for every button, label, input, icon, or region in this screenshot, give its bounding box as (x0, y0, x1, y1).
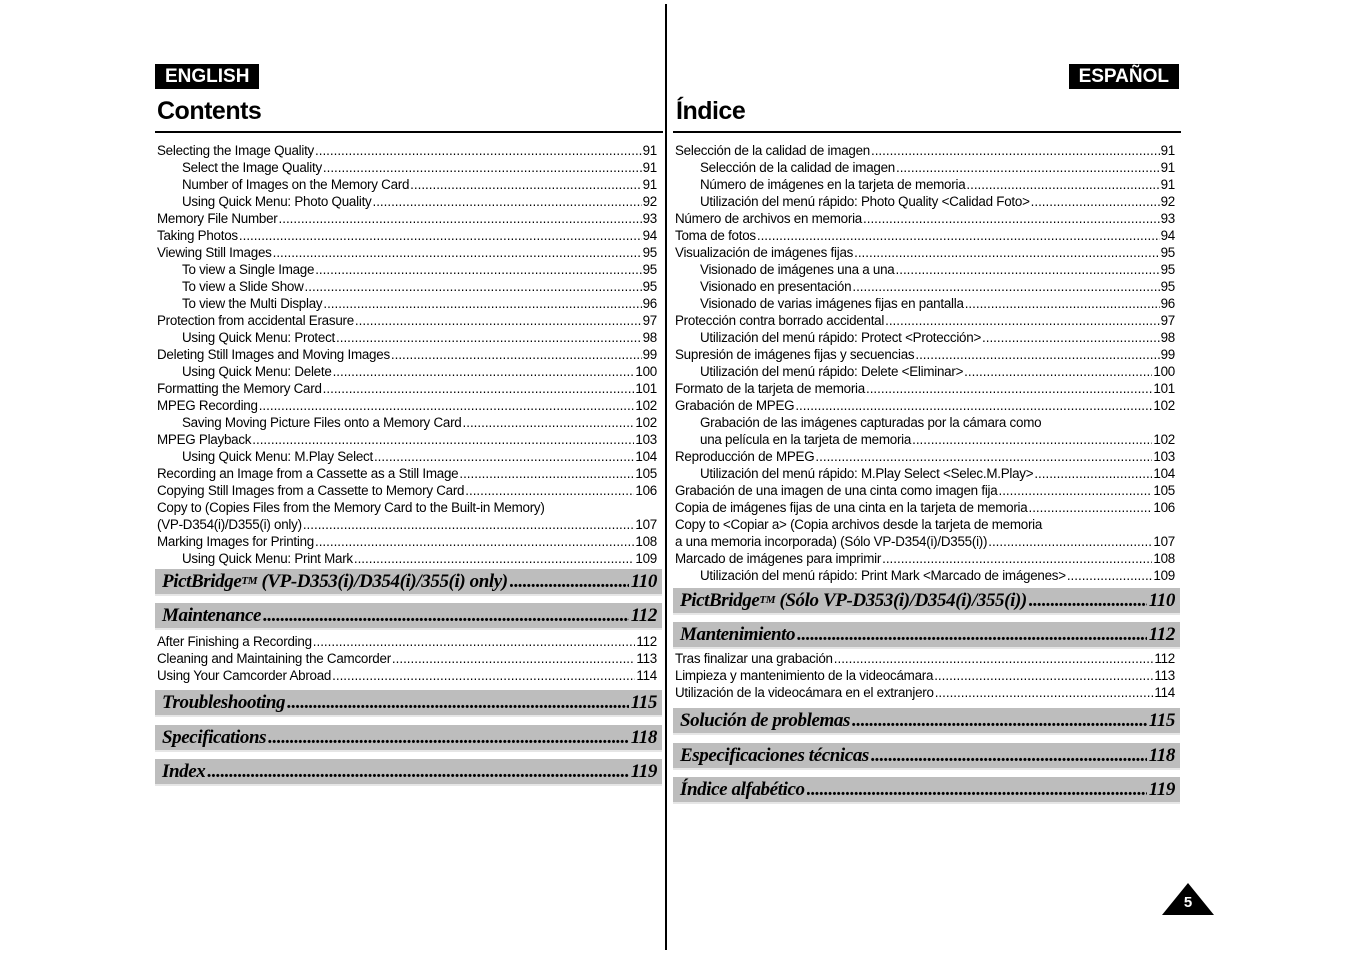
toc-entry-page: 100 (1153, 364, 1175, 379)
dot-leader (279, 210, 642, 227)
dot-leader (313, 633, 636, 650)
toc-entry-page: 112 (636, 634, 657, 649)
toc-entry-title: Copy to (Copies Files from the Memory Card to the Built-in Memory) (157, 500, 545, 515)
toc-entry[interactable] (675, 227, 1175, 244)
toc-entry[interactable] (157, 346, 657, 363)
toc-entry-page: 95 (642, 262, 657, 277)
dot-leader (807, 779, 1147, 801)
toc-entry[interactable] (675, 363, 1175, 380)
toc-entry-page: 97 (642, 313, 657, 328)
toc-entry-page: 103 (635, 432, 657, 447)
toc-entry-page: 102 (635, 398, 657, 413)
toc-entry-page: 91 (642, 143, 657, 158)
toc-entry[interactable] (675, 142, 1175, 159)
toc-entry-title: Grabación de una imagen de una cinta como imagen fija (675, 483, 998, 498)
toc-entry[interactable] (675, 550, 1175, 567)
toc-entry-page: 95 (642, 245, 657, 260)
toc-entry-title: Selección de la calidad de imagen (675, 143, 870, 158)
toc-entry[interactable] (157, 312, 657, 329)
toc-entry-page: 114 (636, 668, 657, 683)
toc-entry-page: 105 (635, 466, 657, 481)
toc-list-main (675, 142, 1175, 584)
dot-leader (871, 745, 1147, 767)
dot-leader (815, 448, 1152, 465)
section-title: Índice alfabético (680, 778, 805, 800)
toc-entry-page: 95 (1160, 245, 1175, 260)
toc-entry-title: Selecting the Image Quality (157, 143, 315, 158)
toc-entry-page: 99 (642, 347, 657, 362)
section-title: Especificaciones técnicas (680, 744, 869, 766)
toc-entry[interactable] (157, 465, 657, 482)
toc-entry-title: Saving Moving Picture Files onto a Memory Card (182, 415, 462, 430)
toc-entry-page: 114 (1154, 685, 1175, 700)
language-badge-spanish: ESPAÑOL (1069, 64, 1179, 89)
toc-entry-page: 91 (642, 177, 657, 192)
toc-entry-title: Grabación de las imágenes capturadas por la cámara como (700, 415, 1042, 430)
toc-entry-page: 101 (635, 381, 657, 396)
toc-entry-title: (VP-D354(i)/D355(i) only) (157, 517, 302, 532)
toc-entry[interactable] (157, 193, 657, 210)
toc-entry-title: Grabación de MPEG (675, 398, 795, 413)
toc-entry-title: Using Quick Menu: Protect (182, 330, 336, 345)
toc-entry[interactable] (675, 482, 1175, 499)
section-page: 115 (630, 691, 657, 713)
toc-entry-page: 93 (642, 211, 657, 226)
toc-entry[interactable] (157, 227, 657, 244)
dot-leader (315, 142, 642, 159)
toc-entry[interactable] (675, 533, 1175, 550)
toc-entry-title: Number of Images on the Memory Card (182, 177, 410, 192)
toc-entry[interactable] (675, 499, 1175, 516)
toc-entry[interactable] (675, 244, 1175, 261)
toc-entry-title: Protection from accidental Erasure (157, 313, 354, 328)
dot-leader (863, 210, 1160, 227)
dot-leader (998, 482, 1152, 499)
toc-entry-page: 97 (1160, 313, 1175, 328)
toc-entry-title: Supresión de imágenes fijas y secuencias (675, 347, 915, 362)
toc-entry[interactable] (675, 312, 1175, 329)
page-title-contents: Contents (157, 97, 262, 125)
toc-entry-title: Limpieza y mantenimiento de la videocámara (675, 668, 934, 683)
dot-leader (323, 159, 642, 176)
toc-entry[interactable] (675, 295, 1175, 312)
section-troubleshooting[interactable] (673, 708, 1180, 735)
dot-leader (1031, 193, 1160, 210)
dot-leader (259, 397, 635, 414)
dot-leader (354, 550, 635, 567)
section-title: Troubleshooting (162, 691, 286, 713)
toc-entry-page: 99 (1160, 347, 1175, 362)
toc-entry[interactable] (157, 295, 657, 312)
toc-entry-page: 102 (1153, 432, 1175, 447)
toc-entry[interactable] (675, 431, 1175, 448)
dot-leader (333, 363, 635, 380)
toc-entry-title: Visualización de imágenes fijas (675, 245, 854, 260)
dot-leader (410, 176, 641, 193)
toc-entry-page: 94 (1160, 228, 1175, 243)
toc-entry-title: Visionado de imágenes una a una (700, 262, 895, 277)
dot-leader (207, 761, 628, 783)
section-troubleshooting[interactable] (155, 690, 662, 717)
dot-leader (966, 176, 1159, 193)
toc-entry-title: Número de archivos en memoria (675, 211, 862, 226)
toc-entry-title: Tras finalizar una grabación (675, 651, 833, 666)
toc-entry-title: Utilización de la videocámara en el extranjero (675, 685, 934, 700)
toc-entry-title: Visionado de varias imágenes fijas en pantalla (700, 296, 964, 311)
toc-entry-title: To view a Single Image (182, 262, 315, 277)
toc-entry-page: 91 (1160, 143, 1175, 158)
dot-leader (463, 414, 635, 431)
toc-entry-page: 96 (642, 296, 657, 311)
dot-leader (392, 650, 635, 667)
toc-entry-title: MPEG Recording (157, 398, 258, 413)
toc-entry[interactable] (675, 465, 1175, 482)
toc-entry-page: 104 (635, 449, 657, 464)
dot-leader (323, 295, 641, 312)
dot-leader (934, 667, 1153, 684)
toc-entry-title: Utilización del menú rápido: Protect <Protección> (700, 330, 982, 345)
dot-leader (915, 346, 1159, 363)
toc-entry-page: 96 (1160, 296, 1175, 311)
toc-entry[interactable] (157, 431, 657, 448)
toc-entry-title: Utilización del menú rápido: M.Play Select <Selec.M.Play> (700, 466, 1034, 481)
toc-entry-page: 107 (635, 517, 657, 532)
section-title: Maintenance (162, 604, 262, 626)
column-divider (665, 4, 667, 950)
toc-entry[interactable] (675, 684, 1175, 701)
dot-leader (1067, 567, 1153, 584)
toc-entry-title: Using Quick Menu: Print Mark (182, 551, 353, 566)
dot-leader (866, 380, 1152, 397)
toc-entry-title: Deleting Still Images and Moving Images (157, 347, 390, 362)
toc-entry-title: Selección de la calidad de imagen (700, 160, 895, 175)
dot-leader (305, 278, 642, 295)
dot-leader (896, 159, 1160, 176)
dot-leader (882, 550, 1152, 567)
toc-entry-title: Copy to <Copiar a> (Copia archivos desde la tarjeta de memoria (675, 517, 1043, 532)
toc-entry-title: Toma de fotos (675, 228, 756, 243)
section-specifications[interactable] (673, 743, 1180, 770)
toc-entry-page: 108 (1153, 551, 1175, 566)
dot-leader (988, 533, 1152, 550)
toc-entry-page: 113 (1154, 668, 1175, 683)
toc-entry[interactable] (157, 482, 657, 499)
dot-leader (896, 261, 1160, 278)
page-title-indice: Índice (676, 97, 746, 125)
toc-entry-page: 103 (1153, 449, 1175, 464)
toc-entry[interactable] (157, 176, 657, 193)
toc-entry-page: 112 (1154, 651, 1175, 666)
toc-entry-title: Recording an Image from a Cassette as a Still Image (157, 466, 459, 481)
dot-leader (852, 710, 1147, 732)
toc-entry-page: 92 (642, 194, 657, 209)
toc-list-main (157, 142, 657, 567)
dot-leader (982, 329, 1160, 346)
toc-entry[interactable] (675, 380, 1175, 397)
toc-entry-page: 98 (1160, 330, 1175, 345)
toc-entry[interactable] (157, 633, 657, 650)
section-page: 110 (630, 570, 657, 592)
title-rule (673, 131, 1181, 133)
dot-leader (1029, 590, 1147, 612)
toc-entry-title: After Finishing a Recording (157, 634, 312, 649)
dot-leader (465, 482, 634, 499)
toc-entry[interactable] (157, 499, 657, 516)
toc-entry-page: 98 (642, 330, 657, 345)
section-page: 119 (1148, 778, 1175, 800)
toc-entry[interactable] (675, 448, 1175, 465)
dot-leader (252, 431, 634, 448)
toc-entry-page: 91 (1160, 160, 1175, 175)
toc-entry-title: Reproducción de MPEG (675, 449, 815, 464)
toc-entry-title: Using Quick Menu: M.Play Select (182, 449, 373, 464)
toc-entry[interactable] (157, 380, 657, 397)
toc-entry[interactable] (157, 397, 657, 414)
toc-entry[interactable] (157, 244, 657, 261)
toc-entry[interactable] (157, 550, 657, 567)
section-title: Mantenimiento (680, 623, 796, 645)
toc-entry[interactable] (675, 176, 1175, 193)
toc-entry[interactable] (675, 159, 1175, 176)
toc-entry-page: 101 (1153, 381, 1175, 396)
section-specifications[interactable] (155, 725, 662, 752)
section-page: 115 (1148, 709, 1175, 731)
toc-entry-page: 113 (636, 651, 657, 666)
dot-leader (852, 278, 1159, 295)
dot-leader (912, 431, 1152, 448)
toc-entry[interactable] (675, 329, 1175, 346)
toc-entry-page: 109 (635, 551, 657, 566)
toc-entry[interactable] (675, 278, 1175, 295)
section-index[interactable] (155, 759, 662, 786)
title-rule (155, 131, 663, 133)
section-pictbridge[interactable] (155, 569, 662, 596)
dot-leader (268, 727, 629, 749)
section-page: 110 (1148, 589, 1175, 611)
toc-entry[interactable] (157, 448, 657, 465)
toc-entry[interactable] (675, 261, 1175, 278)
toc-entry[interactable] (157, 278, 657, 295)
toc-list-maintenance (157, 633, 657, 684)
section-title: Index (162, 760, 206, 782)
toc-entry-page: 94 (642, 228, 657, 243)
toc-list-maintenance (675, 650, 1175, 701)
toc-entry-page: 92 (1160, 194, 1175, 209)
toc-entry[interactable] (157, 159, 657, 176)
toc-entry-title: MPEG Playback (157, 432, 252, 447)
section-pictbridge[interactable] (673, 588, 1180, 615)
dot-leader (315, 261, 641, 278)
toc-entry-page: 107 (1153, 534, 1175, 549)
toc-entry[interactable] (157, 329, 657, 346)
toc-entry[interactable] (675, 414, 1175, 431)
toc-entry[interactable] (157, 516, 657, 533)
dot-leader (374, 448, 634, 465)
toc-entry-title: Memory File Number (157, 211, 278, 226)
toc-entry-title: Using Quick Menu: Delete (182, 364, 332, 379)
toc-entry-page: 95 (642, 279, 657, 294)
dot-leader (391, 346, 642, 363)
toc-entry-title: a una memoria incorporada) (Sólo VP-D354(i)/D355(i)) (675, 534, 988, 549)
page-number-badge (1161, 882, 1215, 916)
toc-entry-page: 100 (635, 364, 657, 379)
toc-entry[interactable] (157, 363, 657, 380)
toc-entry-title: Utilización del menú rápido: Photo Quality <Calidad Foto> (700, 194, 1030, 209)
toc-entry-title: Formatting the Memory Card (157, 381, 322, 396)
toc-entry-title: Select the Image Quality (182, 160, 322, 175)
section-maintenance[interactable] (673, 622, 1180, 649)
toc-entry-title: To view the Multi Display (182, 296, 323, 311)
dot-leader (355, 312, 642, 329)
toc-entry-title: Protección contra borrado accidental (675, 313, 885, 328)
section-title: PictBridge™ (Sólo VP-D353(i)/D354(i)/355(i)) (680, 589, 1027, 611)
toc-entry-title: Formato de la tarjeta de memoria (675, 381, 865, 396)
toc-entry[interactable] (157, 650, 657, 667)
toc-entry-page: 105 (1153, 483, 1175, 498)
toc-entry-page: 95 (1160, 279, 1175, 294)
toc-entry-title: Using Your Camcorder Abroad (157, 668, 332, 683)
toc-entry[interactable] (675, 516, 1175, 533)
dot-leader (273, 244, 642, 261)
toc-entry-page: 108 (635, 534, 657, 549)
dot-leader (510, 571, 629, 593)
toc-entry-title: Copying Still Images from a Cassette to Memory Card (157, 483, 465, 498)
dot-leader (871, 142, 1160, 159)
toc-entry[interactable] (675, 346, 1175, 363)
toc-entry-title: Using Quick Menu: Photo Quality (182, 194, 372, 209)
toc-entry-title: Utilización del menú rápido: Delete <Eliminar> (700, 364, 964, 379)
toc-entry-title: Cleaning and Maintaining the Camcorder (157, 651, 391, 666)
dot-leader (935, 684, 1154, 701)
toc-entry[interactable] (675, 193, 1175, 210)
section-page: 118 (630, 726, 657, 748)
toc-entry[interactable] (157, 533, 657, 550)
toc-entry[interactable] (157, 414, 657, 431)
toc-entry-title: Número de imágenes en la tarjeta de memoria (700, 177, 966, 192)
page-number: 5 (1183, 894, 1193, 911)
toc-entry-page: 104 (1153, 466, 1175, 481)
dot-leader (1034, 465, 1152, 482)
dot-leader (323, 380, 635, 397)
section-maintenance[interactable] (155, 603, 662, 630)
section-page: 118 (1148, 744, 1175, 766)
dot-leader (854, 244, 1160, 261)
toc-entry-title: To view a Slide Show (182, 279, 304, 294)
toc-entry[interactable] (157, 142, 657, 159)
dot-leader (1028, 499, 1152, 516)
toc-entry-page: 91 (1160, 177, 1175, 192)
dot-leader (757, 227, 1160, 244)
toc-entry-page: 106 (635, 483, 657, 498)
toc-entry[interactable] (675, 650, 1175, 667)
toc-entry-page: 91 (642, 160, 657, 175)
toc-entry-title: Copia de imágenes fijas de una cinta en la tarjeta de memoria (675, 500, 1028, 515)
dot-leader (287, 692, 629, 714)
toc-entry-title: Utilización del menú rápido: Print Mark <Marcado de imágenes> (700, 568, 1066, 583)
section-title: Specifications (162, 726, 267, 748)
dot-leader (239, 227, 642, 244)
toc-entry[interactable] (675, 567, 1175, 584)
section-page: 112 (1148, 623, 1175, 645)
toc-entry[interactable] (157, 261, 657, 278)
dot-leader (303, 516, 635, 533)
dot-leader (315, 533, 634, 550)
dot-leader (459, 465, 634, 482)
toc-entry-page: 102 (1153, 398, 1175, 413)
toc-entry-title: Marking Images for Printing (157, 534, 314, 549)
section-page: 119 (630, 760, 657, 782)
toc-entry[interactable] (675, 397, 1175, 414)
dot-leader (965, 295, 1160, 312)
toc-entry-title: Marcado de imágenes para imprimir (675, 551, 882, 566)
section-index[interactable] (673, 777, 1180, 804)
toc-entry-page: 109 (1153, 568, 1175, 583)
toc-entry-page: 106 (1153, 500, 1175, 515)
dot-leader (795, 397, 1152, 414)
toc-entry[interactable] (675, 667, 1175, 684)
section-title: PictBridge™ (VP-D353(i)/D354(i)/355(i) only) (162, 570, 508, 592)
dot-leader (885, 312, 1159, 329)
toc-entry-title: una película en la tarjeta de memoria (700, 432, 912, 447)
dot-leader (797, 624, 1147, 646)
section-page: 112 (630, 604, 657, 626)
dot-leader (332, 667, 635, 684)
dot-leader (834, 650, 1154, 667)
toc-entry-page: 93 (1160, 211, 1175, 226)
toc-entry-page: 102 (635, 415, 657, 430)
section-title: Solución de problemas (680, 709, 851, 731)
toc-entry-title: Visionado en presentación (700, 279, 852, 294)
dot-leader (263, 605, 629, 627)
toc-entry-page: 95 (1160, 262, 1175, 277)
toc-entry[interactable] (157, 667, 657, 684)
toc-entry[interactable] (675, 210, 1175, 227)
dot-leader (372, 193, 641, 210)
toc-entry-title: Taking Photos (157, 228, 238, 243)
toc-entry[interactable] (157, 210, 657, 227)
language-badge-english: ENGLISH (155, 64, 259, 89)
dot-leader (336, 329, 642, 346)
toc-entry-title: Viewing Still Images (157, 245, 272, 260)
dot-leader (964, 363, 1152, 380)
